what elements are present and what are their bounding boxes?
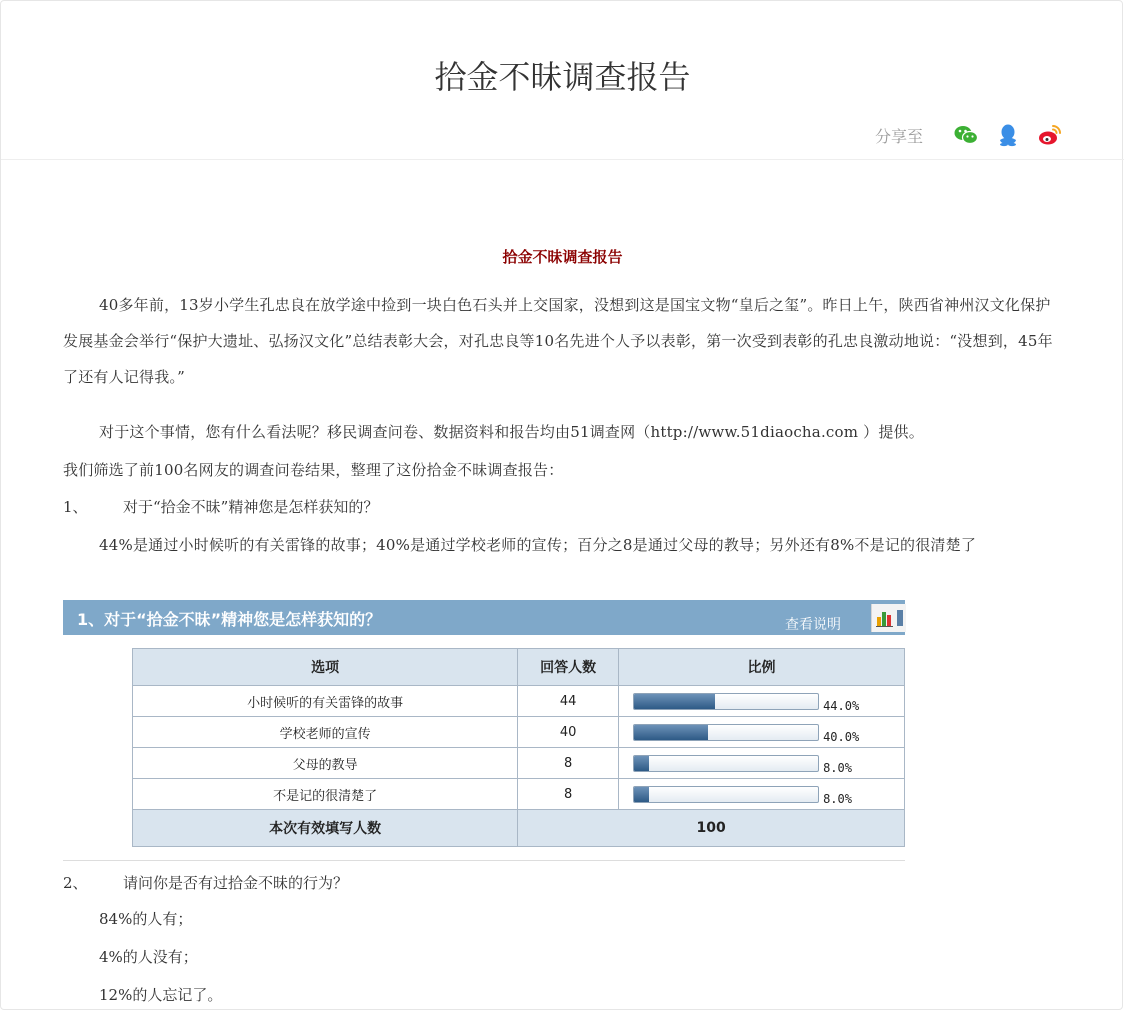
qq-icon[interactable]: [995, 122, 1021, 148]
ratio-bar-fill: [634, 725, 708, 740]
question-2-answer: 4%的人没有；: [99, 948, 198, 966]
article-title: 拾金不昧调查报告: [502, 248, 623, 266]
ratio-percent: 44.0%: [823, 699, 860, 713]
footer-label: 本次有效填写人数: [133, 810, 518, 847]
chart-toggle-button[interactable]: [871, 604, 906, 632]
row-ratio: [619, 717, 905, 748]
column-header-ratio: 比例: [619, 649, 905, 686]
question-2: [63, 871, 348, 895]
wechat-icon[interactable]: [953, 122, 979, 148]
question-1-summary: [63, 527, 1063, 563]
table-header-row: [133, 649, 905, 686]
ratio-bar-fill: [634, 756, 649, 771]
table-row: [133, 748, 905, 779]
column-header-count: 回答人数: [518, 649, 619, 686]
share-bar: [875, 122, 1063, 148]
page-title: 拾金不昧调查报告: [434, 58, 691, 96]
row-option: 父母的教导: [133, 748, 518, 779]
intro-paragraph-2: [63, 414, 1063, 450]
question-1-number: 1、: [63, 498, 88, 516]
row-count: 44: [518, 686, 619, 717]
question-1: [63, 495, 378, 519]
question-2-text: 请问你是否有过拾金不昧的行为？: [123, 874, 349, 892]
table-row: [133, 686, 905, 717]
row-ratio: [619, 686, 905, 717]
ratio-bar-fill: [634, 694, 715, 709]
question-1-summary-text: 44%是通过小时候听的有关雷锋的故事；40%是通过学校老师的宣传；百分之8是通过父母的教导；另外还有8%不是记的很清楚了: [99, 536, 977, 554]
footer-value: 100: [518, 810, 905, 847]
question-1-text: 对于“拾金不昧”精神您是怎样获知的？: [123, 498, 379, 516]
ratio-bar-fill: [634, 787, 649, 802]
question-2-answer: 12%的人忘记了。: [99, 986, 223, 1004]
row-count: 8: [518, 748, 619, 779]
header-divider: [1, 159, 1124, 160]
ratio-bar: [633, 724, 819, 741]
survey-chart-title: 1、对于“拾金不昧”精神您是怎样获知的？: [77, 610, 382, 629]
ratio-bar: [633, 693, 819, 710]
table-footer-row: [133, 810, 905, 847]
column-header-option: 选项: [133, 649, 518, 686]
ratio-bar: [633, 755, 819, 772]
intro-paragraph-1: [63, 287, 1063, 395]
view-description-link[interactable]: 查看说明: [785, 617, 841, 633]
table-row: [133, 779, 905, 810]
weibo-icon[interactable]: [1037, 122, 1063, 148]
survey-results-table: [132, 648, 905, 847]
question-2-answer: 84%的人有；: [99, 910, 193, 928]
intro-text-2-line2: 我们筛选了前100名网友的调查问卷结果，整理了这份拾金不昧调查报告：: [63, 461, 564, 479]
row-ratio: [619, 748, 905, 779]
ratio-percent: 40.0%: [823, 730, 860, 744]
ratio-percent: 8.0%: [823, 792, 852, 806]
survey-chart-header: [63, 600, 905, 635]
row-option: 学校老师的宣传: [133, 717, 518, 748]
intro-text-1: 40多年前，13岁小学生孔忠良在放学途中捡到一块白色石头并上交国家，没想到这是国宝文物“皇后之玺”。昨日上午，陕西省神州汉文化保护发展基金会举行“保护大遗址、弘扬汉文化”总结表彰大会，对孔忠良等10名先进个人予以表彰，第一次受到表彰的孔忠良激动地说：“没想到，45年了还有人记得我。”: [63, 296, 1053, 386]
row-count: 8: [518, 779, 619, 810]
row-option: 小时候听的有关雷锋的故事: [133, 686, 518, 717]
table-row: [133, 717, 905, 748]
bar-chart-icon: [872, 604, 906, 632]
row-count: 40: [518, 717, 619, 748]
row-ratio: [619, 779, 905, 810]
ratio-bar: [633, 786, 819, 803]
share-label: 分享至: [874, 126, 923, 146]
row-option: 不是记的很清楚了: [133, 779, 518, 810]
question-2-number: 2、: [63, 874, 88, 892]
ratio-percent: 8.0%: [823, 761, 852, 775]
intro-paragraph-2b: [63, 452, 1063, 488]
intro-text-2-line1: 对于这个事情，您有什么看法呢？移民调查问卷、数据资料和报告均由51调查网（http://www.51diaocha.com ）提供。: [99, 423, 924, 441]
section-divider: [63, 860, 905, 861]
